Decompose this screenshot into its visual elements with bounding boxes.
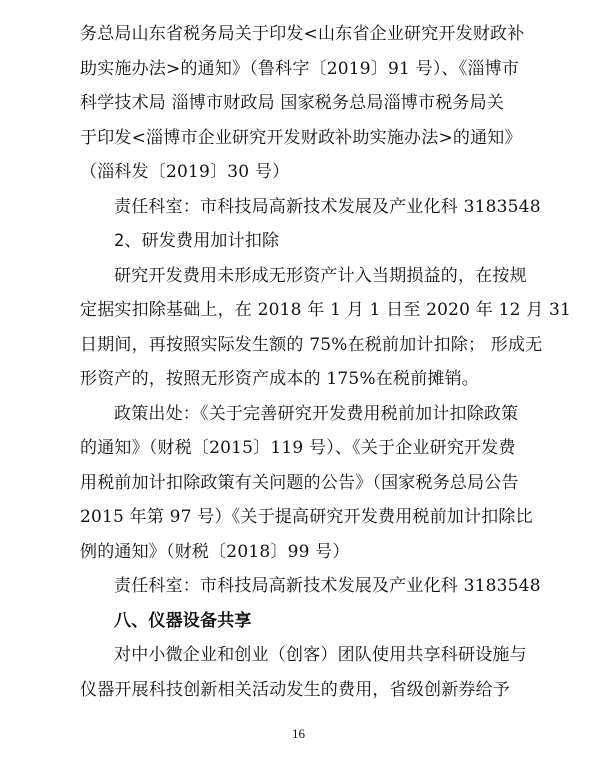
paragraph-line: 于印发<淄博市企业研究开发财政补助实施办法>的通知》 — [80, 128, 522, 148]
paragraph-line: 2015 年第 97 号）《关于提高研究开发费用税前加计扣除比 — [80, 507, 533, 527]
paragraph-line: 仪器开展科技创新相关活动发生的费用，省级创新券给予 — [80, 680, 510, 700]
paragraph-line: 例的通知》（财税〔2018〕99 号） — [80, 542, 350, 562]
paragraph-line: 科学技术局 淄博市财政局 国家税务总局淄博市税务局关 — [80, 93, 505, 113]
responsible-department: 责任科室：市科技局高新技术发展及产业化科 3183548 — [114, 576, 541, 596]
page-number: 16 — [292, 726, 305, 741]
paragraph-line: 对中小微企业和创业（创客）团队使用共享科研设施与 — [114, 645, 527, 665]
paragraph-line: 日期间，再按照实际发生额的 75%在税前加计扣除； 形成无 — [80, 335, 543, 355]
paragraph-line: 政策出处：《关于完善研究开发费用税前加计扣除政策 — [114, 404, 519, 424]
paragraph-line: 用税前加计扣除政策有关问题的公告》（国家税务总局公告 — [80, 473, 519, 493]
paragraph-line: 研究开发费用未形成无形资产计入当期损益的，在按规 — [114, 266, 527, 286]
paragraph-line: 助实施办法>的通知》（鲁科字〔2019〕91 号）、《淄博市 — [80, 59, 520, 79]
paragraph-line: 的通知》（财税〔2015〕119 号）、《关于企业研究开发费 — [80, 438, 516, 458]
paragraph-line: （淄科发〔2019〕30 号） — [80, 162, 290, 182]
section-heading: 八、仪器设备共享 — [114, 611, 252, 631]
responsible-department: 责任科室：市科技局高新技术发展及产业化科 3183548 — [114, 197, 541, 217]
section-heading: 2、研发费用加计扣除 — [114, 231, 280, 251]
paragraph-line: 定据实扣除基础上，在 2018 年 1 月 1 日至 2020 年 12 月 31 — [80, 300, 572, 320]
paragraph-line: 形资产的，按照无形资产成本的 175%在税前摊销。 — [80, 369, 480, 389]
paragraph-line: 务总局山东省税务局关于印发<山东省企业研究开发财政补 — [80, 24, 525, 44]
